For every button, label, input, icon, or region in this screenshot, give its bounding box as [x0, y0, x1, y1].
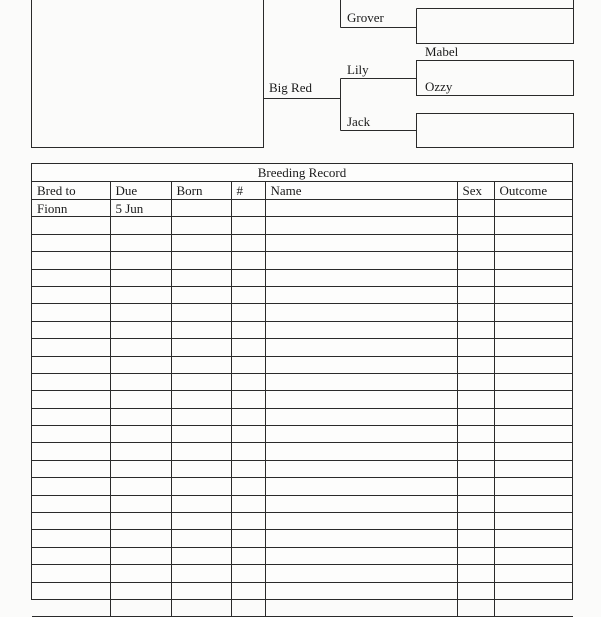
- breeding-record-table: [32, 182, 573, 617]
- cell-sex: [457, 547, 494, 564]
- cell-count: [231, 513, 265, 530]
- cell-outcome: [494, 443, 573, 460]
- cell-bred-to: [32, 495, 110, 512]
- cell-outcome: [494, 391, 573, 408]
- cell-count: [231, 200, 265, 217]
- cell-count: [231, 530, 265, 547]
- cell-name: [265, 200, 457, 217]
- cell-sex: [457, 513, 494, 530]
- cell-born: [171, 339, 231, 356]
- cell-bred-to: [32, 304, 110, 321]
- cell-count: [231, 582, 265, 599]
- cell-due: [110, 339, 171, 356]
- cell-count: [231, 426, 265, 443]
- table-row: [32, 530, 573, 547]
- cell-bred-to: [32, 321, 110, 338]
- cell-outcome: [494, 513, 573, 530]
- pedigree-sire-sire: Lily: [347, 62, 369, 77]
- cell-sex: [457, 200, 494, 217]
- cell-sex: [457, 321, 494, 338]
- cell-sex: [457, 304, 494, 321]
- cell-sex: [457, 599, 494, 616]
- cell-outcome: [494, 217, 573, 234]
- pedigree-grand-top: Grover: [347, 10, 384, 25]
- cell-born: [171, 269, 231, 286]
- cell-born: [171, 286, 231, 303]
- cell-due: [110, 356, 171, 373]
- cell-outcome: [494, 582, 573, 599]
- cell-name: [265, 426, 457, 443]
- cell-bred-to: [32, 513, 110, 530]
- table-row: [32, 304, 573, 321]
- cell-sex: [457, 269, 494, 286]
- table-row: [32, 217, 573, 234]
- cell-bred-to: [32, 252, 110, 269]
- cell-name: [265, 356, 457, 373]
- cell-count: [231, 304, 265, 321]
- cell-name: [265, 321, 457, 338]
- table-row: [32, 373, 573, 390]
- cell-due: [110, 547, 171, 564]
- cell-born: [171, 304, 231, 321]
- cell-born: [171, 426, 231, 443]
- column-header-outcome: Outcome: [494, 182, 573, 200]
- cell-count: [231, 252, 265, 269]
- cell-count: [231, 478, 265, 495]
- cell-born: [171, 443, 231, 460]
- cell-outcome: [494, 478, 573, 495]
- cell-name: [265, 443, 457, 460]
- cell-count: [231, 234, 265, 251]
- cell-born: [171, 391, 231, 408]
- table-row: [32, 356, 573, 373]
- cell-sex: [457, 217, 494, 234]
- cell-due: [110, 478, 171, 495]
- table-row: [32, 339, 573, 356]
- cell-name: [265, 408, 457, 425]
- cell-outcome: [494, 304, 573, 321]
- cell-due: [110, 582, 171, 599]
- cell-bred-to: [32, 582, 110, 599]
- cell-outcome: [494, 547, 573, 564]
- cell-bred-to: [32, 356, 110, 373]
- cell-due: [110, 599, 171, 616]
- cell-count: [231, 547, 265, 564]
- cell-sex: [457, 582, 494, 599]
- cell-born: [171, 582, 231, 599]
- table-row: [32, 408, 573, 425]
- cell-due: [110, 321, 171, 338]
- cell-name: [265, 304, 457, 321]
- table-row: [32, 547, 573, 564]
- cell-sex: [457, 460, 494, 477]
- cell-outcome: [494, 530, 573, 547]
- cell-bred-to: [32, 547, 110, 564]
- table-row: [32, 269, 573, 286]
- cell-bred-to: [32, 443, 110, 460]
- cell-bred-to: [32, 565, 110, 582]
- cell-sex: [457, 373, 494, 390]
- cell-bred-to: [32, 599, 110, 616]
- cell-born: [171, 234, 231, 251]
- cell-due: [110, 565, 171, 582]
- column-header-born: Born: [171, 182, 231, 200]
- cell-outcome: [494, 269, 573, 286]
- cell-sex: [457, 286, 494, 303]
- cell-due: [110, 269, 171, 286]
- column-header-count: #: [231, 182, 265, 200]
- cell-name: [265, 460, 457, 477]
- cell-bred-to: [32, 478, 110, 495]
- cell-due: [110, 286, 171, 303]
- cell-count: [231, 443, 265, 460]
- pedigree-great-top: Mabel: [425, 44, 459, 59]
- cell-outcome: [494, 599, 573, 616]
- cell-bred-to: [32, 460, 110, 477]
- cell-due: [110, 530, 171, 547]
- cell-due: [110, 217, 171, 234]
- cell-sex: [457, 478, 494, 495]
- cell-name: [265, 269, 457, 286]
- cell-due: [110, 304, 171, 321]
- table-row: [32, 391, 573, 408]
- cell-count: [231, 599, 265, 616]
- cell-sex: [457, 391, 494, 408]
- table-header-row: [32, 182, 573, 200]
- cell-count: [231, 373, 265, 390]
- cell-name: [265, 513, 457, 530]
- cell-outcome: [494, 286, 573, 303]
- cell-outcome: [494, 200, 573, 217]
- cell-outcome: [494, 252, 573, 269]
- cell-outcome: [494, 426, 573, 443]
- cell-name: [265, 217, 457, 234]
- cell-outcome: [494, 373, 573, 390]
- cell-born: [171, 478, 231, 495]
- cell-born: [171, 408, 231, 425]
- table-row: [32, 426, 573, 443]
- cell-born: [171, 530, 231, 547]
- table-row: [32, 478, 573, 495]
- cell-born: [171, 547, 231, 564]
- cell-name: [265, 391, 457, 408]
- cell-name: [265, 582, 457, 599]
- cell-bred-to: Fionn: [32, 200, 110, 217]
- cell-count: [231, 391, 265, 408]
- cell-name: [265, 495, 457, 512]
- table-row: [32, 513, 573, 530]
- cell-sex: [457, 339, 494, 356]
- cell-name: [265, 565, 457, 582]
- cell-due: [110, 460, 171, 477]
- table-row: [32, 582, 573, 599]
- cell-sex: [457, 443, 494, 460]
- cell-name: [265, 252, 457, 269]
- table-row: [32, 252, 573, 269]
- cell-bred-to: [32, 339, 110, 356]
- table-row: [32, 286, 573, 303]
- cell-count: [231, 339, 265, 356]
- cell-bred-to: [32, 269, 110, 286]
- cell-due: [110, 408, 171, 425]
- cell-name: [265, 234, 457, 251]
- cell-sex: [457, 426, 494, 443]
- cell-count: [231, 217, 265, 234]
- cell-due: [110, 373, 171, 390]
- cell-sex: [457, 495, 494, 512]
- cell-born: [171, 513, 231, 530]
- cell-bred-to: [32, 234, 110, 251]
- table-row: [32, 443, 573, 460]
- cell-sex: [457, 356, 494, 373]
- pedigree-sire: Big Red: [269, 80, 312, 95]
- pedigree-great-bottom: Ozzy: [425, 79, 453, 94]
- cell-name: [265, 339, 457, 356]
- cell-outcome: [494, 234, 573, 251]
- cell-count: [231, 408, 265, 425]
- cell-born: [171, 460, 231, 477]
- cell-name: [265, 599, 457, 616]
- pedigree-box-left: [32, 0, 264, 148]
- cell-count: [231, 495, 265, 512]
- cell-due: [110, 426, 171, 443]
- cell-sex: [457, 565, 494, 582]
- cell-count: [231, 356, 265, 373]
- cell-due: [110, 513, 171, 530]
- table-row: [32, 599, 573, 616]
- cell-bred-to: [32, 426, 110, 443]
- column-header-bred-to: Bred to: [32, 182, 110, 200]
- cell-born: [171, 321, 231, 338]
- cell-outcome: [494, 565, 573, 582]
- breeding-record-title: Breeding Record: [32, 164, 572, 182]
- column-header-due: Due: [110, 182, 171, 200]
- cell-name: [265, 478, 457, 495]
- cell-bred-to: [32, 391, 110, 408]
- cell-born: [171, 252, 231, 269]
- cell-born: [171, 356, 231, 373]
- cell-born: [171, 200, 231, 217]
- cell-bred-to: [32, 217, 110, 234]
- cell-sex: [457, 252, 494, 269]
- cell-bred-to: [32, 530, 110, 547]
- cell-due: 5 Jun: [110, 200, 171, 217]
- table-row: [32, 565, 573, 582]
- table-row: [32, 234, 573, 251]
- cell-count: [231, 269, 265, 286]
- cell-sex: [457, 530, 494, 547]
- cell-born: [171, 565, 231, 582]
- cell-outcome: [494, 460, 573, 477]
- column-header-sex: Sex: [457, 182, 494, 200]
- table-row: [32, 460, 573, 477]
- pedigree-sire-dam: Jack: [347, 114, 371, 129]
- cell-outcome: [494, 408, 573, 425]
- cell-due: [110, 234, 171, 251]
- column-header-name: Name: [265, 182, 457, 200]
- table-row: [32, 200, 573, 217]
- cell-outcome: [494, 339, 573, 356]
- cell-count: [231, 321, 265, 338]
- cell-sex: [457, 408, 494, 425]
- table-row: [32, 495, 573, 512]
- cell-due: [110, 391, 171, 408]
- cell-bred-to: [32, 286, 110, 303]
- cell-name: [265, 547, 457, 564]
- cell-outcome: [494, 321, 573, 338]
- cell-outcome: [494, 356, 573, 373]
- cell-count: [231, 286, 265, 303]
- cell-name: [265, 373, 457, 390]
- cell-count: [231, 565, 265, 582]
- cell-due: [110, 495, 171, 512]
- table-row: [32, 321, 573, 338]
- cell-name: [265, 530, 457, 547]
- cell-name: [265, 286, 457, 303]
- cell-bred-to: [32, 408, 110, 425]
- cell-born: [171, 217, 231, 234]
- cell-due: [110, 252, 171, 269]
- breeding-record: [31, 163, 573, 600]
- cell-count: [231, 460, 265, 477]
- cell-born: [171, 599, 231, 616]
- cell-outcome: [494, 495, 573, 512]
- cell-born: [171, 373, 231, 390]
- cell-born: [171, 495, 231, 512]
- cell-due: [110, 443, 171, 460]
- cell-bred-to: [32, 373, 110, 390]
- cell-sex: [457, 234, 494, 251]
